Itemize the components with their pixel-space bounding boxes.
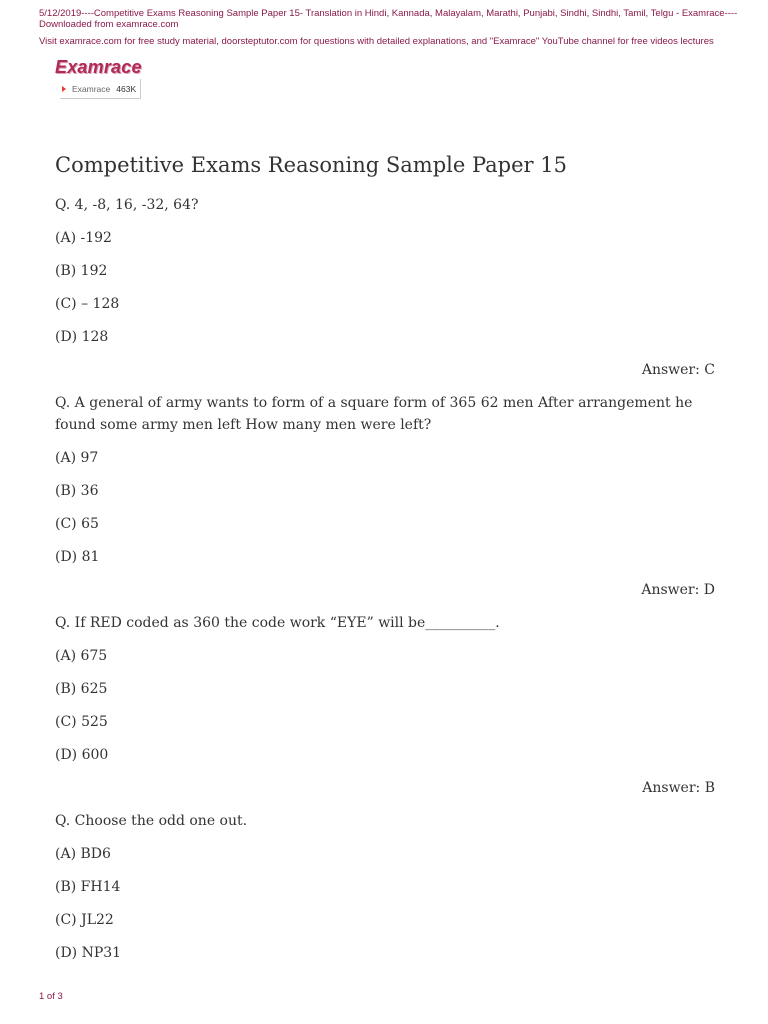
youtube-subscribe-badge[interactable] [60,79,141,99]
page-title: Competitive Exams Reasoning Sample Paper 15 [55,153,567,177]
header-visit-line: Visit examrace.com for free study material, doorsteptutor.com for questions with detailed explanations, and "Examrace" YouTube channel for free videos lectures [39,36,714,47]
option-b: (B) 192 [55,263,108,279]
option-c: (C) – 128 [55,296,120,312]
youtube-play-icon [62,86,66,92]
option-d: (D) 600 [55,747,109,763]
logo-area [55,57,142,94]
option-c: (C) 65 [55,516,99,532]
option-a: (A) 675 [55,648,108,664]
question-list [55,194,715,975]
page-number: 1 of 3 [39,991,63,1002]
answer-text: Answer: C [641,362,715,378]
answer-text: Answer: D [641,582,715,598]
option-a: (A) BD6 [55,846,111,862]
answer-text: Answer: B [642,780,715,796]
option-c: (C) JL22 [55,912,114,928]
question-text: Q. Choose the odd one out. [55,813,248,829]
option-d: (D) 128 [55,329,109,345]
option-a: (A) -192 [55,230,112,246]
option-d: (D) NP31 [55,945,122,961]
option-b: (B) 36 [55,483,99,499]
option-c: (C) 525 [55,714,108,730]
option-b: (B) 625 [55,681,108,697]
question-text: Q. 4, -8, 16, -32, 64? [55,197,199,213]
option-d: (D) 81 [55,549,100,565]
question-text: Q. A general of army wants to form of a square form of 365 62 men After arrangement he found some army men left How many men were left? [55,395,693,433]
question-text: Q. If RED coded as 360 the code work “EYE” will be__________. [55,615,500,631]
header-source-line: 5/12/2019----Competitive Exams Reasoning Sample Paper 15- Translation in Hindi, Kannada, Malayalam, Marathi, Punjabi, Sindhi, Sindhi, Tamil, Telgu - Examrace----Downloaded from examrace.com [39,8,738,30]
youtube-channel-name: Examrace [72,83,111,94]
examrace-logo[interactable]: Examrace [55,57,142,77]
option-a: (A) 97 [55,450,99,466]
youtube-subscriber-count: 463K [116,83,137,94]
option-b: (B) FH14 [55,879,121,895]
page-header [39,8,739,47]
